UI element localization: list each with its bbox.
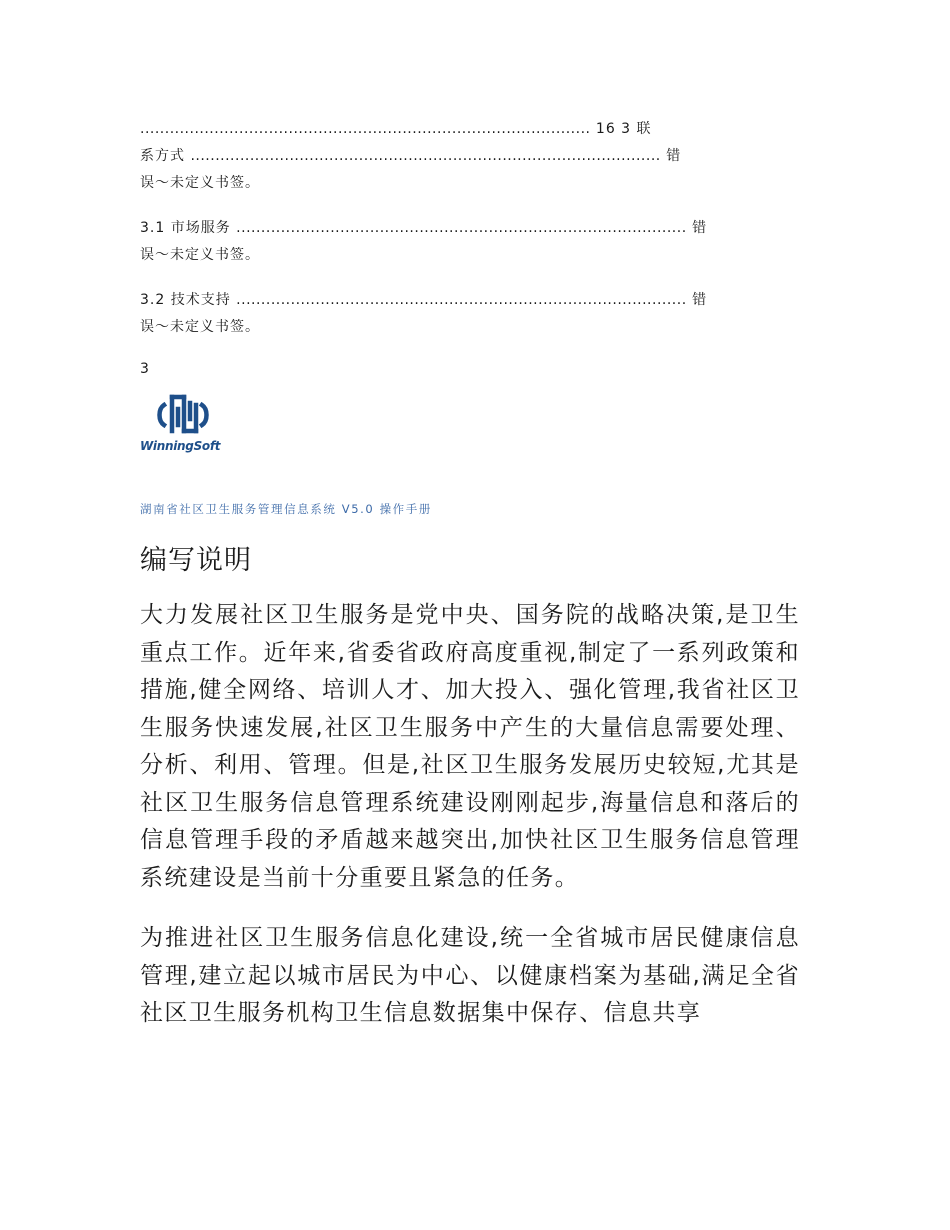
toc-line	[140, 215, 800, 242]
toc-leader-dots: ...........................................................................................	[236, 220, 687, 236]
toc-page-ref: 错	[666, 148, 682, 164]
section-title: 编写说明	[140, 545, 252, 576]
toc-page-ref: 错	[692, 292, 708, 308]
running-header: 湖南省社区卫生服务管理信息系统 V5.0 操作手册	[140, 502, 432, 516]
toc-page-ref: 错	[692, 220, 708, 236]
toc-error-text: 误～未定义书签。	[140, 319, 260, 335]
toc-line	[140, 116, 800, 143]
toc-line	[140, 143, 800, 170]
document-page	[140, 0, 800, 1056]
logo-wordmark: WinningSoft	[140, 439, 221, 453]
toc-entry-tech-support	[140, 287, 800, 341]
winningsoft-logo-icon	[140, 391, 226, 437]
toc-line	[140, 287, 800, 314]
toc-leader-dots: ...........................................................................................	[140, 121, 591, 137]
toc-leader-dots: ...........................................................................................	[236, 292, 687, 308]
body-paragraph: 大力发展社区卫生服务是党中央、国务院的战略决策,是卫生重点工作。近年来,省委省政府高度重视,制定了一系列政策和措施,健全网络、培训人才、加大投入、强化管理,我省社区卫生服务快速发展,社区卫生服务中产生的大量信息需要处理、分析、利用、管理。但是,社区卫生服务发展历史较短,尤其是社区卫生服务信息管理系统建设刚刚起步,海量信息和落后的信息管理手段的矛盾越来越突出,加快社区卫生服务信息管理系统建设是当前十分重要且紧急的任务。	[140, 602, 800, 891]
toc-error-text: 误～未定义书签。	[140, 247, 260, 263]
toc-error-text: 误～未定义书签。	[140, 175, 260, 191]
toc-entry-title: 3.2 技术支持	[140, 292, 231, 308]
toc-entry-market-service	[140, 215, 800, 269]
toc-leader-dots: ...............................................................................................	[190, 148, 661, 164]
body-paragraph: 为推进社区卫生服务信息化建设,统一全省城市居民健康信息管理,建立起以城市居民为中心、以健康档案为基础,满足全省社区卫生服务机构卫生信息数据集中保存、信息共享	[140, 925, 800, 1026]
toc-page-ref: 16 3 联	[595, 121, 652, 137]
toc-entry-title: 3.1 市场服务	[140, 220, 231, 236]
company-logo	[140, 391, 230, 461]
page-number: 3	[140, 361, 149, 377]
toc-entry-title: 系方式	[140, 148, 185, 164]
toc-entry-contact	[140, 116, 800, 197]
